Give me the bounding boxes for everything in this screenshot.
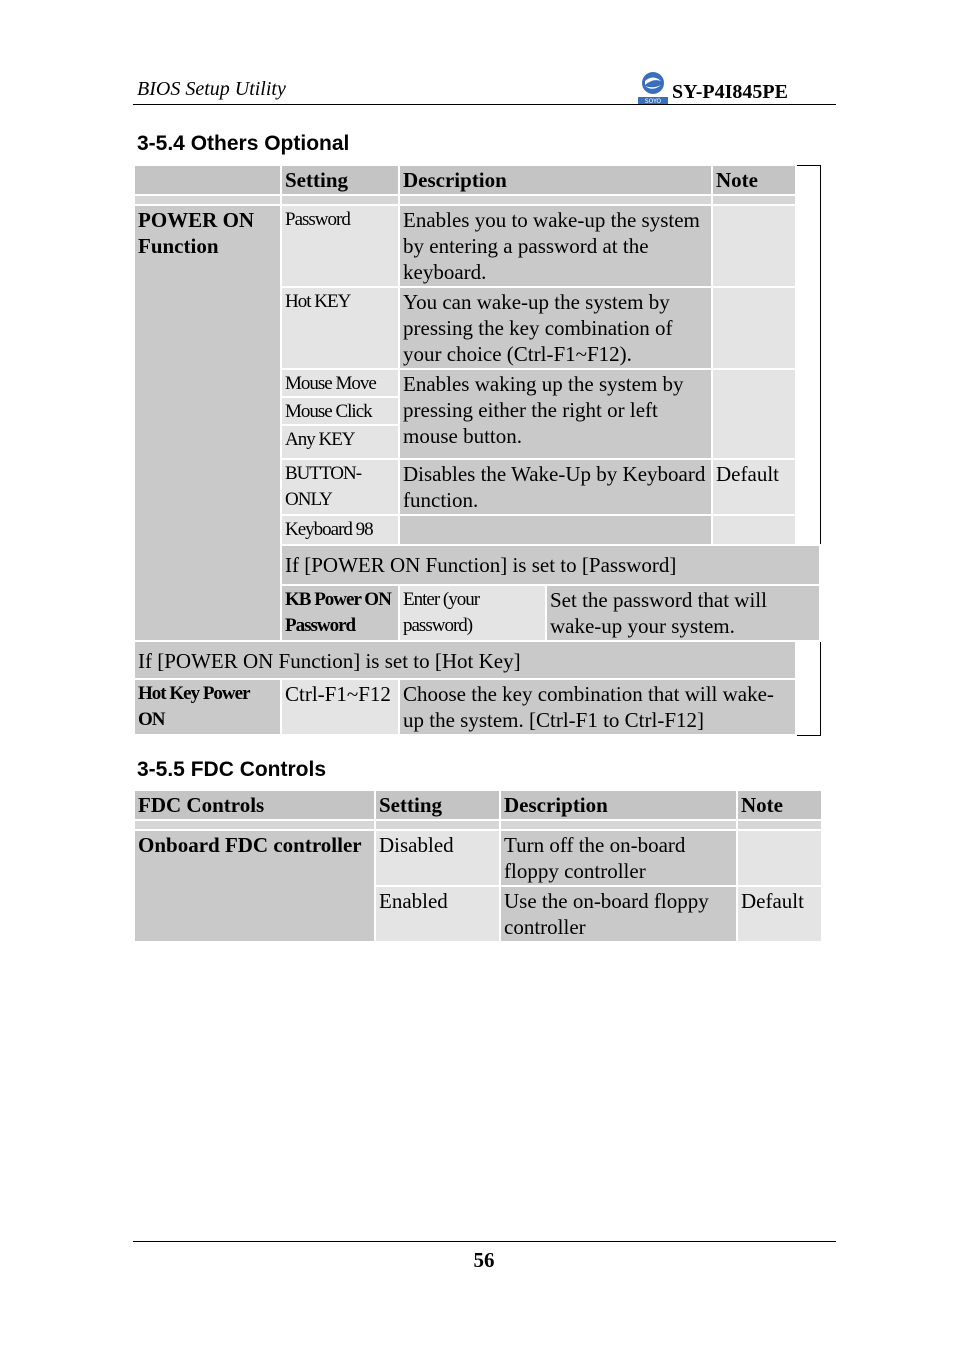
condition-password: If [POWER ON Function] is set to [Password] <box>281 545 820 585</box>
section-title-others-optional: 3-5.4 Others Optional <box>137 132 350 155</box>
note-mouse <box>712 369 796 459</box>
description-enabled: Use the on-board floppy controller <box>500 886 737 942</box>
description-hot-key-combo: Choose the key combination that will wake-up the system. [Ctrl-F1 to Ctrl-F12] <box>399 679 796 735</box>
soyo-logo-icon <box>636 70 670 106</box>
header-brand <box>636 70 788 106</box>
section-title-fdc-controls: 3-5.5 FDC Controls <box>137 758 327 781</box>
setting-keyboard-98: Keyboard 98 <box>281 515 399 545</box>
setting-password: Password <box>281 205 399 287</box>
svg-text:SOYO: SOYO <box>644 98 662 105</box>
description-disabled: Turn off the on-board floppy controller <box>500 830 737 886</box>
column-header-note: Note <box>737 790 822 820</box>
others-optional-table <box>133 164 821 736</box>
column-header-setting: Setting <box>375 790 500 820</box>
description-keyboard-98 <box>399 515 712 545</box>
note-keyboard-98 <box>712 515 796 545</box>
column-header-fdc-controls: FDC Controls <box>134 790 375 820</box>
hot-key-power-on-label: Hot Key Power ON <box>134 679 281 735</box>
model-name: SY-P4I845PE <box>672 80 788 103</box>
column-header-note: Note <box>712 165 796 195</box>
setting-mouse-group <box>281 369 399 459</box>
setting-hot-key-combo: Ctrl-F1~F12 <box>281 679 399 735</box>
description-mouse: Enables waking up the system by pressing either the right or left mouse button. <box>399 369 712 459</box>
note-enabled: Default <box>737 886 822 942</box>
kb-power-on-password-label: KB Power ON Password <box>281 585 399 641</box>
running-header-title: BIOS Setup Utility <box>137 78 286 100</box>
page-number: 56 <box>473 1248 495 1272</box>
description-button-only: Disables the Wake-Up by Keyboard function. <box>399 459 712 515</box>
setting-disabled: Disabled <box>375 830 500 886</box>
column-header-description: Description <box>399 165 712 195</box>
description-hot-key: You can wake-up the system by pressing the key combination of your choice (Ctrl-F1~F12). <box>399 287 712 369</box>
note-password <box>712 205 796 287</box>
column-header-blank <box>134 165 281 195</box>
fdc-controls-table <box>133 789 823 943</box>
setting-mouse-click: Mouse Click <box>282 398 398 426</box>
setting-hot-key: Hot KEY <box>281 287 399 369</box>
description-password: Enables you to wake-up the system by entering a password at the keyboard. <box>399 205 712 287</box>
footer-rule <box>133 1241 836 1242</box>
power-on-function-label: POWER ON Function <box>134 205 281 641</box>
column-header-setting: Setting <box>281 165 399 195</box>
note-button-only: Default <box>712 459 796 515</box>
column-header-description: Description <box>500 790 737 820</box>
note-hot-key <box>712 287 796 369</box>
setting-kb-power-password: Enter (your password) <box>399 585 546 641</box>
onboard-fdc-controller-label: Onboard FDC controller <box>134 830 375 942</box>
setting-mouse-move: Mouse Move <box>282 370 398 398</box>
setting-enabled: Enabled <box>375 886 500 942</box>
description-kb-power-password: Set the password that will wake-up your system. <box>546 585 820 641</box>
header-rule <box>133 104 836 105</box>
setting-button-only: BUTTON-ONLY <box>281 459 399 515</box>
note-disabled <box>737 830 822 886</box>
condition-hot-key: If [POWER ON Function] is set to [Hot Key] <box>134 641 796 679</box>
setting-any-key: Any KEY <box>285 429 355 450</box>
